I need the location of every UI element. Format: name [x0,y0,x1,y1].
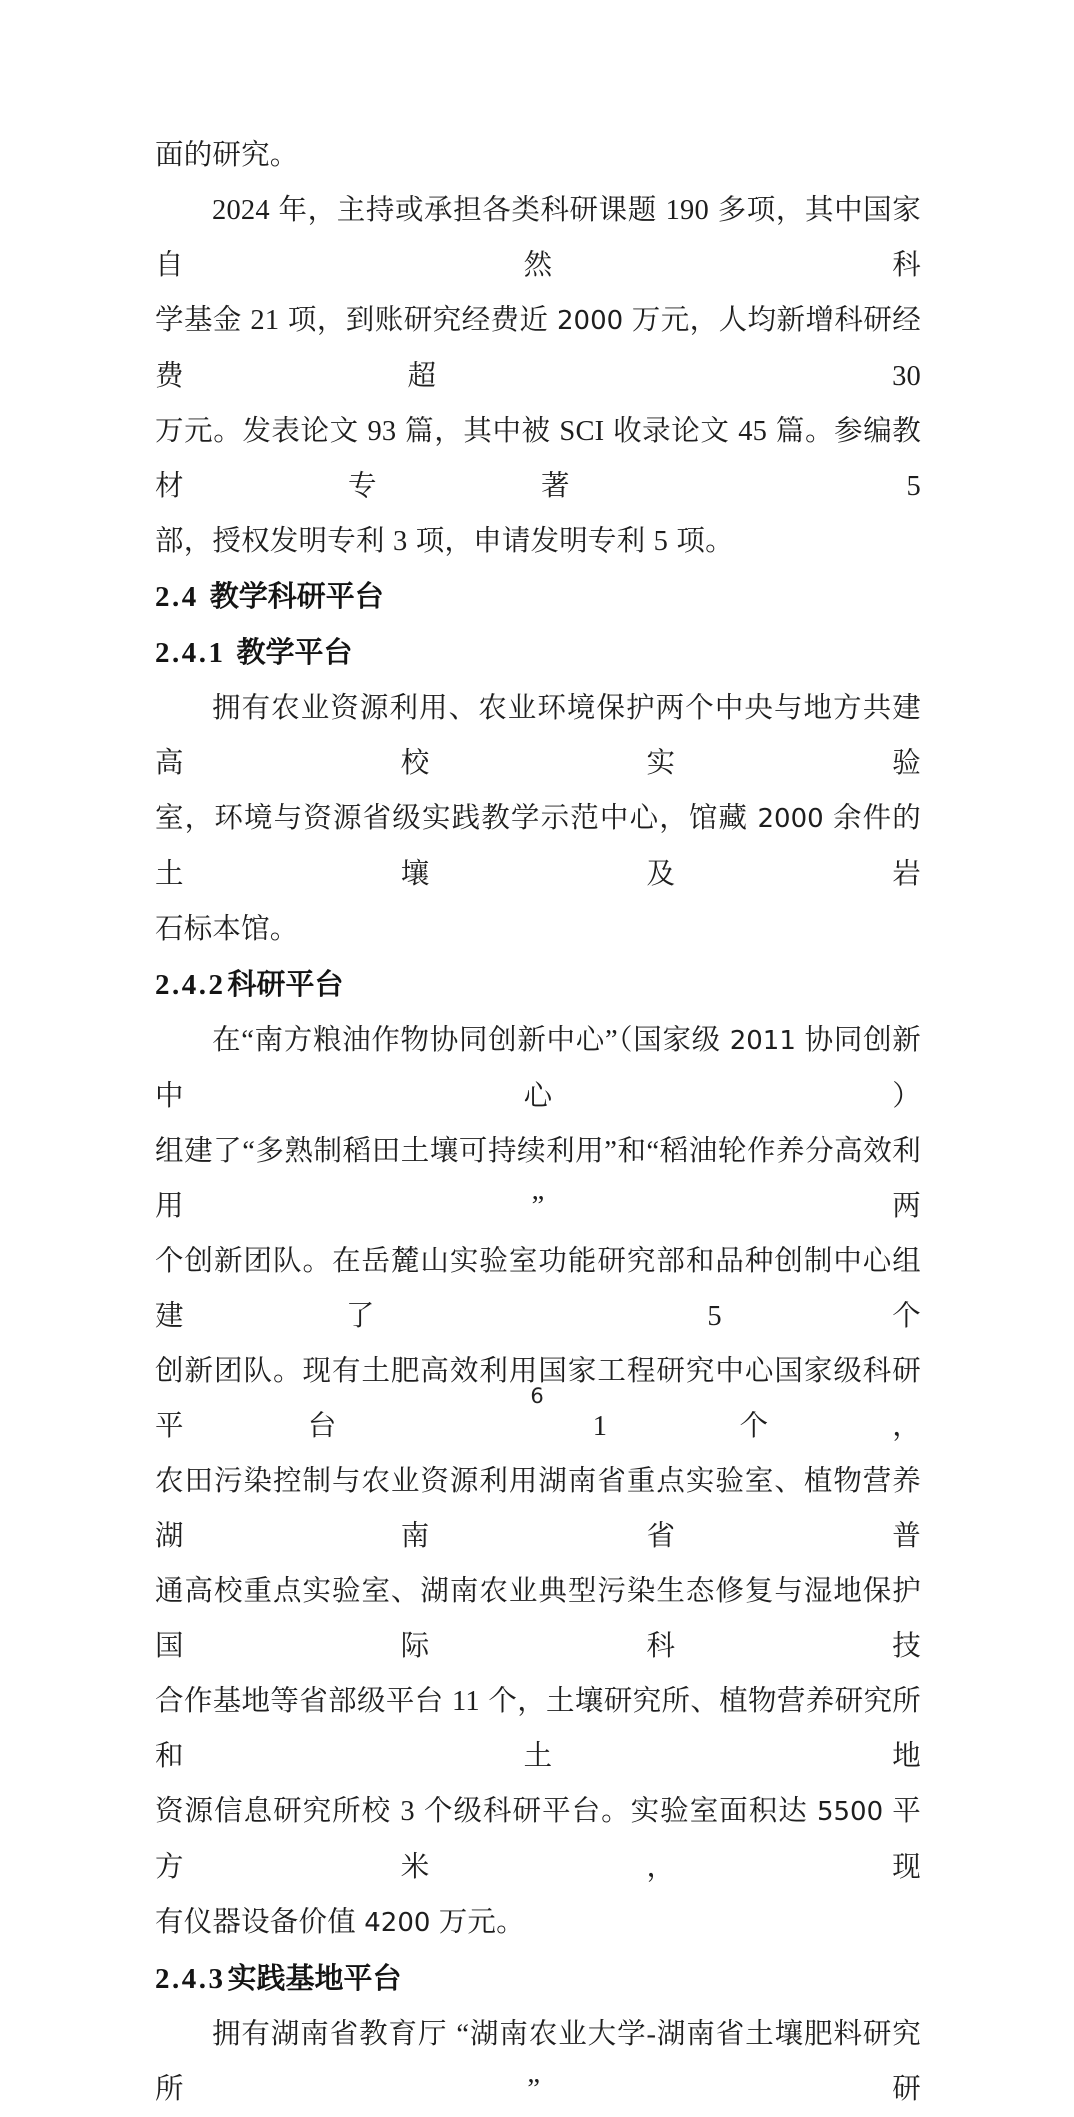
paragraph-research-platform-line-4: 创新团队。现有土肥高效利用国家工程研究中心国家级科研平台 1 个， [155,1356,921,1442]
paragraph-practice-base-line-1: 拥有湖南省教育厅 “湖南农业大学-湖南省土壤肥料研究所” 研 [155,2019,921,2105]
heading-2-4 [155,569,921,625]
paragraph-research-2024-line-3: 万元。发表论文 93 篇，其中被 SCI 收录论文 45 篇。参编教材专著 5 [155,416,921,502]
heading-2-4-number: 2.4 [155,581,199,613]
paragraph-teaching-platform-line-3: 石标本馆。 [155,914,299,945]
paragraph-research-2024-line-4: 部，授权发明专利 3 项，申请发明专利 5 项。 [155,526,734,557]
heading-2-4-3-title: 实践基地平台 [227,1961,402,1995]
paragraph-research-platform-line-7: 合作基地等省部级平台 11 个，土壤研究所、植物营养研究所和土地 [155,1686,922,1772]
paragraph-practice-base [155,2007,921,2117]
paragraph-teaching-platform-line-1: 拥有农业资源利用、农业环境保护两个中央与地方共建高校实验 [155,693,921,779]
paragraph-intro-text: 面的研究。 [155,140,299,171]
paragraph-research-2024 [155,183,921,569]
paragraph-research-platform-line-9: 有仪器设备价值 4200 万元。 [155,1907,525,1938]
paragraph-research-platform-line-1: 在“南方粮油作物协同创新中心”（国家级 2011 协同创新中心） [155,1025,921,1112]
heading-2-4-2 [155,957,921,1013]
paragraph-research-platform-line-6: 通高校重点实验室、湖南农业典型污染生态修复与湿地保护国际科技 [155,1576,921,1662]
heading-2-4-1 [155,625,921,681]
paragraph-intro [155,128,921,183]
paragraph-teaching-platform-line-2: 室，环境与资源省级实践教学示范中心，馆藏 2000 余件的土壤及岩 [155,803,921,890]
page-content [155,128,921,2117]
heading-2-4-3 [155,1951,921,2007]
paragraph-research-2024-line-1: 2024 年，主持或承担各类科研课题 190 多项，其中国家自然科 [155,195,921,281]
heading-2-4-1-number: 2.4.1 [155,637,226,669]
paragraph-research-2024-line-2: 学基金 21 项，到账研究经费近 2000 万元，人均新增科研经费超 30 [155,305,921,392]
paragraph-research-platform-line-3: 个创新团队。在岳麓山实验室功能研究部和品种创制中心组建了 5 个 [155,1246,921,1332]
paragraph-research-platform-line-2: 组建了“多熟制稻田土壤可持续利用”和“稻油轮作养分高效利用”两 [155,1136,921,1222]
heading-2-4-2-number: 2.4.2 [155,969,226,1001]
heading-2-4-2-title: 科研平台 [227,967,344,1001]
heading-2-4-title: 教学科研平台 [209,579,384,613]
paragraph-research-platform-line-8: 资源信息研究所校 3 个级科研平台。实验室面积达 5500 平方米，现 [155,1796,921,1883]
paragraph-teaching-platform [155,681,921,957]
paragraph-research-platform [155,1013,921,1951]
page-number: 6 [530,1384,544,1408]
heading-2-4-3-number: 2.4.3 [155,1963,226,1995]
heading-2-4-1-title: 教学平台 [236,635,353,669]
paragraph-research-platform-line-5: 农田污染控制与农业资源利用湖南省重点实验室、植物营养湖南省普 [155,1466,921,1552]
